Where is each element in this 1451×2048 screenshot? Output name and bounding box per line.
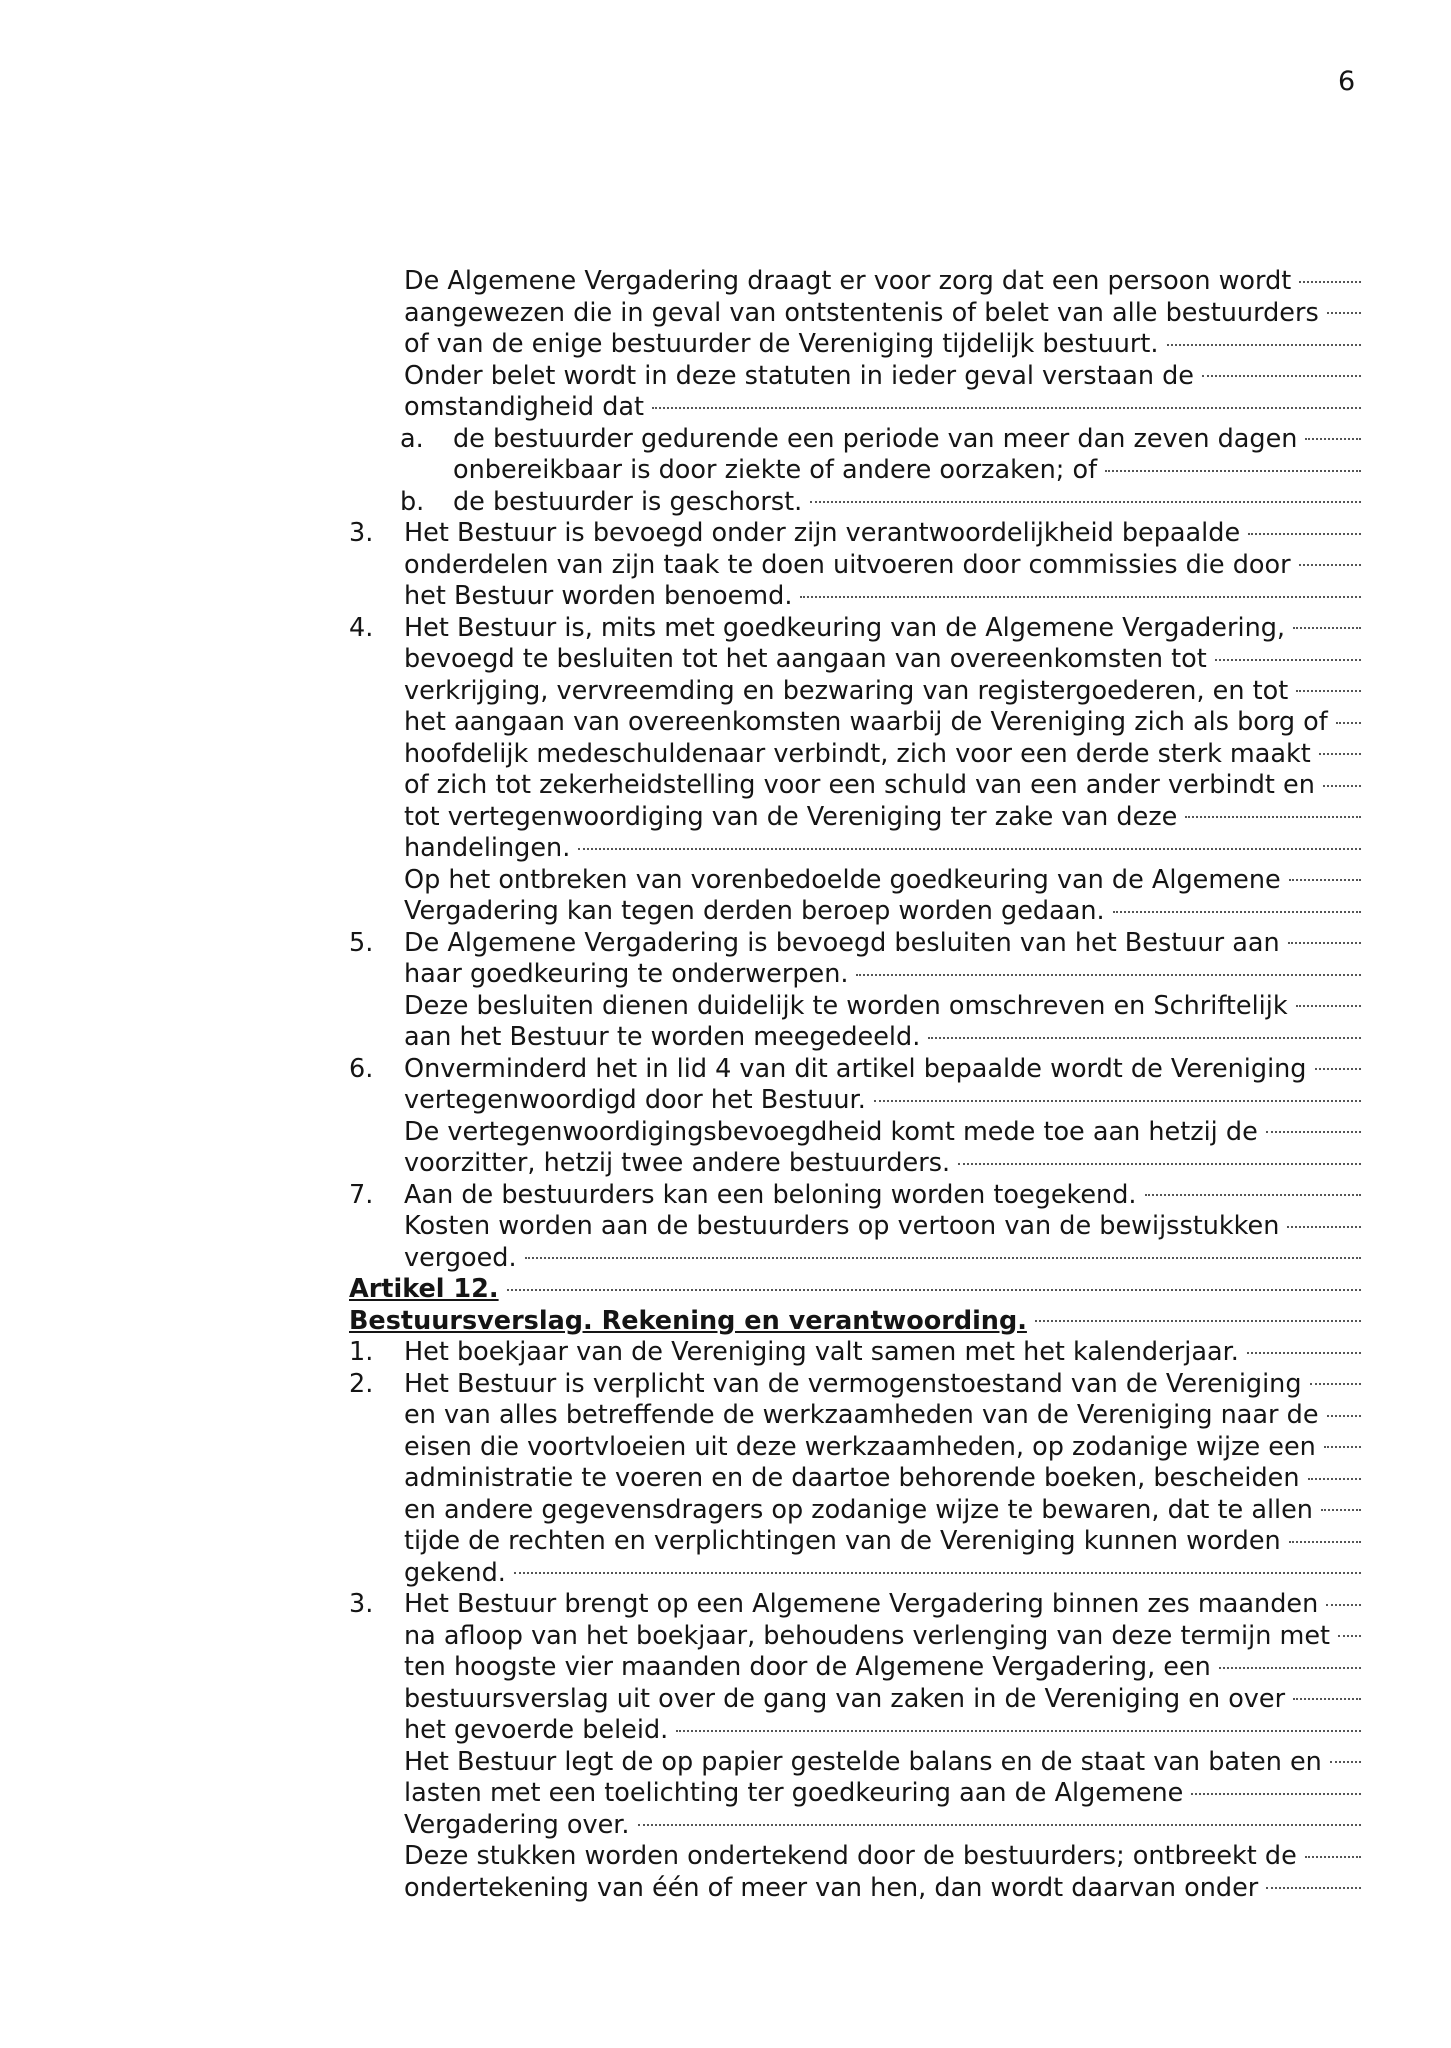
text-line [349,928,1361,960]
text-line [349,833,1361,865]
line-text: bevoegd te besluiten tot het aangaan van overeenkomsten tot [404,644,1207,674]
text-line [349,1117,1361,1149]
text-line [349,676,1361,708]
dotted-filler-line [1299,564,1361,566]
line-text: Het Bestuur brengt op een Algemene Vergadering binnen zes maanden [404,1589,1319,1619]
line-text: en andere gegevensdragers op zodanige wijze te bewaren, dat te allen [404,1494,1313,1525]
dotted-filler-line [1289,879,1361,881]
dotted-filler-line [856,974,1361,976]
line-text: De vertegenwoordigingsbevoegdheid komt mede toe aan hetzij de [404,1116,1258,1147]
dotted-filler-line [1327,312,1361,314]
paragraph-number: 4. [349,612,374,643]
text-line [349,1778,1361,1810]
text-line [349,1495,1361,1527]
dotted-filler-line [1336,722,1361,724]
line-text: tot vertegenwoordiging van de Vereniging ter zake van deze [404,801,1178,832]
dotted-filler-line [874,1100,1361,1102]
dotted-filler-line [1293,627,1361,629]
text-line [349,392,1361,424]
sub-item-marker: b. [400,486,425,517]
paragraph-number: 3. [349,1589,374,1619]
text-line [349,1243,1361,1275]
paragraph-number: 5. [349,927,374,958]
line-text: vergoed. [404,1242,517,1273]
text-line [349,329,1361,361]
text-line [349,1684,1361,1716]
line-text: ten hoogste vier maanden door de Algemene Vergadering, een [404,1652,1211,1682]
line-text: hoofdelijk medeschuldenaar verbindt, zich voor een derde sterk maakt [404,738,1311,769]
dotted-filler-line [1185,816,1361,818]
line-text: Onder belet wordt in deze statuten in ieder geval verstaan de [404,360,1194,391]
text-line [349,707,1361,739]
text-line [349,991,1361,1023]
paragraph-number: 1. [349,1337,374,1367]
text-line [349,1841,1361,1873]
line-text: en van alles betreffende de werkzaamheden van de Vereniging naar de [404,1400,1319,1430]
dotted-filler-line [676,1730,1361,1732]
line-text: Aan de bestuurders kan een beloning worden toegekend. [404,1179,1137,1210]
dotted-filler-line [1321,1509,1361,1511]
line-text: na afloop van het boekjaar, behoudens verlenging van deze termijn met [404,1620,1331,1651]
text-line [349,1400,1361,1432]
dotted-filler-line [1296,690,1361,692]
article-heading-line [349,1306,1361,1338]
text-line [349,1652,1361,1684]
text-line [349,1589,1361,1621]
text-line [349,1810,1361,1842]
line-text: administratie te voeren en de daartoe behorende boeken, bescheiden [404,1463,1300,1493]
dotted-filler-line [1113,911,1361,913]
dotted-filler-line [1296,1005,1361,1007]
text-line [349,1022,1361,1054]
text-line [349,1085,1361,1117]
dotted-filler-line [638,1824,1361,1826]
document-body [349,266,1361,1904]
dotted-filler-line [1247,1352,1361,1354]
sub-item-marker: a. [400,423,424,454]
text-line [349,896,1361,928]
line-text: Deze besluiten dienen duidelijk te worden omschreven en Schriftelijk [404,990,1288,1021]
dotted-filler-line [1310,1383,1361,1385]
dotted-filler-line [1145,1194,1361,1196]
line-text: de bestuurder is geschorst. [453,486,803,517]
dotted-filler-line [1323,785,1361,787]
line-text: Kosten worden aan de bestuurders op vertoon van de bewijsstukken [404,1211,1280,1241]
line-text: tijde de rechten en verplichtingen van de Vereniging kunnen worden [404,1526,1281,1556]
dotted-filler-line [1308,1478,1361,1480]
text-line [349,1432,1361,1464]
text-line [349,1369,1361,1401]
line-text: vertegenwoordigd door het Bestuur. [404,1085,866,1115]
dotted-filler-line [810,501,1361,503]
dotted-filler-line [578,848,1361,850]
dotted-filler-line [1338,1635,1361,1637]
dotted-filler-line [928,1037,1361,1039]
text-line [349,266,1361,298]
line-text: Het Bestuur is, mits met goedkeuring van de Algemene Vergadering, [404,612,1286,643]
dotted-filler-line [1191,1793,1361,1795]
dotted-filler-line [1167,344,1361,346]
dotted-filler-line [1327,1415,1361,1417]
line-text: het Bestuur worden benoemd. [404,581,793,611]
dotted-filler-line [1266,1131,1361,1133]
dotted-filler-line [1305,1856,1361,1858]
text-line [349,613,1361,645]
line-text: gekend. [404,1557,506,1588]
dotted-filler-line [1215,659,1361,661]
line-text: de bestuurder gedurende een periode van meer dan zeven dagen [453,423,1298,454]
line-text: De Algemene Vergadering is bevoegd besluiten van het Bestuur aan [404,927,1280,958]
page-number: 6 [1338,66,1356,97]
dotted-filler-line [1305,438,1361,440]
text-line [349,487,1361,519]
text-line [349,1715,1361,1747]
line-text: of van de enige bestuurder de Vereniging tijdelijk bestuurt. [404,329,1159,359]
line-text: Het Bestuur is bevoegd onder zijn verantwoordelijkheid bepaalde [404,518,1241,548]
text-line [349,770,1361,802]
paragraph-number: 3. [349,518,374,548]
line-text: Op het ontbreken van vorenbedoelde goedkeuring van de Algemene [404,864,1281,895]
paragraph-number: 2. [349,1368,374,1399]
text-line [349,550,1361,582]
text-line [349,518,1361,550]
dotted-filler-line [1219,1667,1361,1669]
text-line [349,739,1361,771]
line-text: De Algemene Vergadering draagt er voor zorg dat een persoon wordt [404,266,1292,296]
heading-text: Artikel 12. [349,1274,499,1304]
text-line [349,1558,1361,1590]
line-text: het aangaan van overeenkomsten waarbij de Vereniging zich als borg of [404,707,1328,737]
line-text: onbereikbaar is door ziekte of andere oorzaken; of [453,455,1098,485]
dotted-filler-line [514,1572,1361,1574]
dotted-filler-line [800,596,1361,598]
dotted-filler-line [1293,1698,1361,1700]
line-text: of zich tot zekerheidstelling voor een schuld van een ander verbindt en [404,770,1315,800]
text-line [349,1211,1361,1243]
dotted-filler-line [525,1257,1361,1259]
line-text: Vergadering over. [404,1809,630,1840]
dotted-filler-line [1324,1446,1361,1448]
heading-text: Bestuursverslag. Rekening en verantwoording. [349,1305,1027,1336]
dotted-filler-line [1288,942,1361,944]
text-line [349,865,1361,897]
dotted-filler-line [1326,1604,1361,1606]
line-text: aangewezen die in geval van ontstentenis of belet van alle bestuurders [404,297,1319,328]
text-line [349,581,1361,613]
line-text: Vergadering kan tegen derden beroep worden gedaan. [404,896,1105,926]
dotted-filler-line [1330,1761,1361,1763]
dotted-filler-line [1299,281,1361,283]
text-line [349,1747,1361,1779]
line-text: eisen die voortvloeien uit deze werkzaamheden, op zodanige wijze een [404,1431,1316,1462]
line-text: verkrijging, vervreemding en bezwaring van registergoederen, en tot [404,675,1289,706]
dotted-filler-line [1266,1887,1361,1889]
line-text: Het boekjaar van de Vereniging valt samen met het kalenderjaar. [404,1337,1239,1367]
text-line [349,1148,1361,1180]
text-line [349,959,1361,991]
text-line [349,298,1361,330]
line-text: omstandigheid dat [404,392,645,422]
dotted-filler-line [1202,375,1361,377]
text-line [349,455,1361,487]
text-line [349,361,1361,393]
line-text: Het Bestuur is verplicht van de vermogenstoestand van de Vereniging [404,1368,1302,1399]
text-line [349,1873,1361,1905]
line-text: lasten met een toelichting ter goedkeuring aan de Algemene [404,1778,1184,1808]
dotted-filler-line [1248,533,1361,535]
dotted-filler-line [1319,753,1361,755]
text-line [349,1180,1361,1212]
line-text: ondertekening van één of meer van hen, dan wordt daarvan onder [404,1872,1259,1903]
text-line [349,1337,1361,1369]
dotted-filler-line [1315,1068,1362,1070]
text-line [349,802,1361,834]
paragraph-number: 7. [349,1179,374,1210]
text-line [349,1526,1361,1558]
line-text: onderdelen van zijn taak te doen uitvoeren door commissies die door [404,549,1291,580]
dotted-filler-line [1035,1320,1361,1322]
line-text: Deze stukken worden ondertekend door de bestuurders; ontbreekt de [404,1841,1297,1871]
dotted-filler-line [1289,1541,1361,1543]
text-line [349,424,1361,456]
line-text: Onverminderd het in lid 4 van dit artikel bepaalde wordt de Vereniging [404,1053,1307,1084]
line-text: aan het Bestuur te worden meegedeeld. [404,1022,921,1052]
dotted-filler-line [1105,470,1361,472]
dotted-filler-line [958,1163,1361,1165]
text-line [349,1463,1361,1495]
line-text: voorzitter, hetzij twee andere bestuurders. [404,1148,951,1178]
text-line [349,1621,1361,1653]
dotted-filler-line [652,407,1361,409]
line-text: het gevoerde beleid. [404,1715,669,1745]
line-text: haar goedkeuring te onderwerpen. [404,959,849,989]
dotted-filler-line [1287,1226,1361,1228]
line-text: handelingen. [404,833,571,863]
line-text: bestuursverslag uit over de gang van zaken in de Vereniging en over [404,1683,1286,1714]
text-line [349,644,1361,676]
article-heading-line [349,1274,1361,1306]
text-line [349,1054,1361,1086]
paragraph-number: 6. [349,1053,374,1084]
dotted-filler-line [507,1289,1361,1291]
line-text: Het Bestuur legt de op papier gestelde balans en de staat van baten en [404,1746,1322,1777]
